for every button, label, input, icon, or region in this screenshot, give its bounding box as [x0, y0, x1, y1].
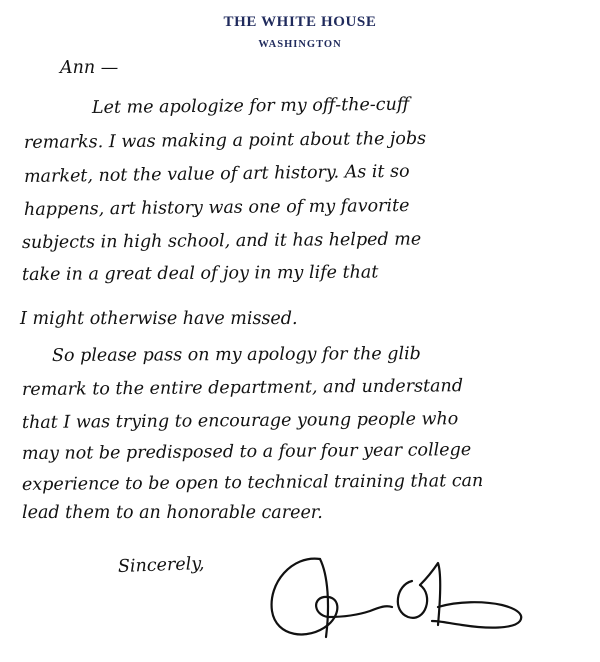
- letter-line: So please pass on my apology for the glib: [51, 344, 421, 366]
- letter-line: remarks. I was making a point about the jobs: [23, 128, 427, 153]
- letter-line: market, not the value of art history. As it so: [23, 161, 410, 187]
- letter-line: experience to be open to technical training that can: [21, 470, 484, 495]
- letterhead-subtitle: WASHINGTON: [258, 39, 342, 50]
- letter-line: may not be predisposed to a four four year college: [21, 440, 472, 464]
- closing: Sincerely,: [117, 553, 205, 577]
- letter-line: remark to the entire department, and understand: [21, 376, 464, 400]
- signature: [262, 545, 542, 645]
- salutation: Ann —: [60, 58, 119, 78]
- letterhead-title: THE WHITE HOUSE: [223, 14, 377, 30]
- letter-line: Let me apologize for my off-the-cuff: [91, 94, 410, 118]
- letter-line: subjects in high school, and it has helped me: [21, 229, 422, 253]
- letter-line: lead them to an honorable career.: [22, 503, 323, 523]
- letter-line: I might otherwise have missed.: [20, 309, 298, 329]
- letter-line: happens, art history was one of my favorite: [23, 195, 410, 220]
- letterhead: [0, 14, 600, 50]
- letter-line: that I was trying to encourage young people who: [21, 409, 459, 433]
- letter-line: take in a great deal of joy in my life that: [21, 262, 379, 285]
